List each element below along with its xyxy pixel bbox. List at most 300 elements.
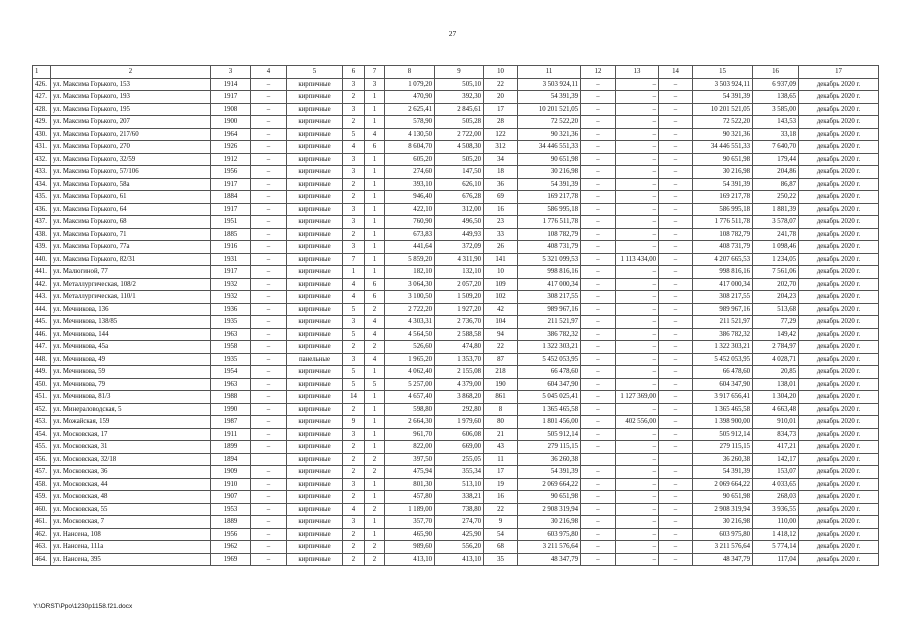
- table-cell: 6 937,09: [753, 78, 799, 91]
- table-cell: 1956: [211, 166, 251, 179]
- table-cell: декабрь 2020 г.: [799, 191, 879, 204]
- table-cell: –: [659, 278, 693, 291]
- table-cell: 2 069 664,22: [693, 478, 753, 491]
- table-cell: 9: [484, 516, 518, 529]
- table-cell: 28: [484, 116, 518, 129]
- table-cell: ул. Мечникова, 138/85: [51, 316, 211, 329]
- table-cell: 1 979,60: [435, 416, 484, 429]
- table-cell: декабрь 2020 г.: [799, 128, 879, 141]
- table-cell: –: [616, 116, 659, 129]
- column-number-cell: 4: [251, 66, 287, 79]
- table-cell: –: [659, 416, 693, 429]
- table-row: [33, 553, 879, 566]
- table-cell: декабрь 2020 г.: [799, 328, 879, 341]
- table-cell: 4: [365, 328, 385, 341]
- table-cell: 3 936,55: [753, 503, 799, 516]
- table-cell: 1 418,12: [753, 528, 799, 541]
- table-cell: 66 478,60: [693, 366, 753, 379]
- table-cell: –: [659, 266, 693, 279]
- table-cell: –: [251, 503, 287, 516]
- table-cell: ул. Малюгиной, 77: [51, 266, 211, 279]
- table-cell: 605,20: [385, 153, 435, 166]
- table-cell: декабрь 2020 г.: [799, 91, 879, 104]
- table-cell: 3: [343, 353, 365, 366]
- table-cell: 447.: [33, 341, 51, 354]
- table-cell: 586 995,18: [518, 203, 581, 216]
- table-cell: –: [616, 341, 659, 354]
- table-cell: –: [581, 178, 616, 191]
- table-cell: 90 321,36: [518, 128, 581, 141]
- table-cell: 4: [343, 141, 365, 154]
- table-cell: 1: [365, 441, 385, 454]
- table-cell: 456.: [33, 453, 51, 466]
- table-cell: 16: [484, 203, 518, 216]
- table-cell: ул. Максима Горького, 64: [51, 203, 211, 216]
- table-cell: 526,60: [385, 341, 435, 354]
- table-cell: ул. Максима Горького, 71: [51, 228, 211, 241]
- table-cell: 1: [365, 391, 385, 404]
- table-row: [33, 328, 879, 341]
- table-cell: 1894: [211, 453, 251, 466]
- table-cell: 1: [365, 241, 385, 254]
- table-cell: 143,53: [753, 116, 799, 129]
- table-cell: 586 995,18: [693, 203, 753, 216]
- table-cell: –: [616, 516, 659, 529]
- table-row: [33, 153, 879, 166]
- table-cell: 578,90: [385, 116, 435, 129]
- table-cell: 5 452 053,95: [693, 353, 753, 366]
- table-cell: 17: [484, 466, 518, 479]
- table-cell: 90 651,98: [518, 153, 581, 166]
- table-cell: 3: [343, 166, 365, 179]
- table-cell: 4 379,00: [435, 378, 484, 391]
- table-cell: 5: [343, 128, 365, 141]
- table-cell: 108 782,79: [693, 228, 753, 241]
- table-cell: 5 774,14: [753, 541, 799, 554]
- table-cell: –: [616, 403, 659, 416]
- table-cell: ул. Максима Горького, 32/59: [51, 153, 211, 166]
- table-cell: –: [251, 466, 287, 479]
- table-cell: 989 967,16: [518, 303, 581, 316]
- table-cell: декабрь 2020 г.: [799, 553, 879, 566]
- table-cell: 2: [343, 91, 365, 104]
- table-cell: 7 640,70: [753, 141, 799, 154]
- table-cell: 5 257,00: [385, 378, 435, 391]
- table-cell: 386 782,32: [518, 328, 581, 341]
- table-cell: ул. Максима Горького, 68: [51, 216, 211, 229]
- table-cell: кирпичные: [287, 166, 343, 179]
- table-cell: 7: [343, 253, 365, 266]
- table-cell: 1885: [211, 228, 251, 241]
- table-cell: 1954: [211, 366, 251, 379]
- table-row: [33, 491, 879, 504]
- table-cell: декабрь 2020 г.: [799, 353, 879, 366]
- table-row: [33, 416, 879, 429]
- table-cell: 436.: [33, 203, 51, 216]
- table-cell: 3 917 656,41: [693, 391, 753, 404]
- table-cell: декабрь 2020 г.: [799, 278, 879, 291]
- table-cell: 604 347,90: [518, 378, 581, 391]
- table-cell: 77,29: [753, 316, 799, 329]
- column-number-cell: 12: [581, 66, 616, 79]
- table-cell: декабрь 2020 г.: [799, 153, 879, 166]
- table-cell: 445.: [33, 316, 51, 329]
- table-cell: –: [251, 291, 287, 304]
- table-cell: 104: [484, 316, 518, 329]
- table-cell: 433.: [33, 166, 51, 179]
- register-table: [32, 65, 879, 566]
- table-cell: 218: [484, 366, 518, 379]
- table-cell: 2: [365, 303, 385, 316]
- table-cell: 5 452 053,95: [518, 353, 581, 366]
- table-row: [33, 528, 879, 541]
- table-cell: 1: [365, 403, 385, 416]
- table-cell: 998 816,16: [693, 266, 753, 279]
- table-cell: –: [659, 116, 693, 129]
- table-cell: 72 522,20: [693, 116, 753, 129]
- table-cell: 946,40: [385, 191, 435, 204]
- table-cell: 90 321,36: [693, 128, 753, 141]
- table-cell: 738,80: [435, 503, 484, 516]
- table-cell: 1: [365, 478, 385, 491]
- table-cell: кирпичные: [287, 403, 343, 416]
- table-cell: 1: [365, 91, 385, 104]
- table-cell: 3 503 924,11: [518, 78, 581, 91]
- table-cell: 1 098,46: [753, 241, 799, 254]
- table-cell: 33,18: [753, 128, 799, 141]
- table-row: [33, 516, 879, 529]
- table-cell: 182,10: [385, 266, 435, 279]
- table-cell: –: [616, 228, 659, 241]
- table-cell: 513,10: [435, 478, 484, 491]
- table-cell: кирпичные: [287, 178, 343, 191]
- table-cell: 3 503 924,11: [693, 78, 753, 91]
- table-cell: –: [581, 116, 616, 129]
- table-cell: 30 216,98: [518, 516, 581, 529]
- table-cell: –: [659, 491, 693, 504]
- table-cell: 3: [343, 153, 365, 166]
- table-cell: 440.: [33, 253, 51, 266]
- table-cell: декабрь 2020 г.: [799, 378, 879, 391]
- table-cell: 1916: [211, 241, 251, 254]
- table-cell: –: [581, 103, 616, 116]
- table-cell: 90 651,98: [693, 491, 753, 504]
- table-cell: 117,04: [753, 553, 799, 566]
- table-cell: кирпичные: [287, 191, 343, 204]
- table-cell: 2 664,30: [385, 416, 435, 429]
- table-cell: 998 816,16: [518, 266, 581, 279]
- table-cell: 10 201 521,05: [693, 103, 753, 116]
- table-cell: 1: [365, 266, 385, 279]
- table-cell: 1 079,20: [385, 78, 435, 91]
- table-cell: 308 217,55: [518, 291, 581, 304]
- table-cell: 1: [365, 191, 385, 204]
- table-cell: 102: [484, 291, 518, 304]
- table-cell: декабрь 2020 г.: [799, 466, 879, 479]
- table-cell: –: [581, 491, 616, 504]
- table-cell: 2: [343, 228, 365, 241]
- table-cell: 1: [365, 491, 385, 504]
- table-cell: 109: [484, 278, 518, 291]
- table-cell: 386 782,32: [693, 328, 753, 341]
- table-cell: кирпичные: [287, 278, 343, 291]
- table-cell: –: [659, 78, 693, 91]
- table-cell: ул. Металлургическая, 108/2: [51, 278, 211, 291]
- table-cell: 1908: [211, 103, 251, 116]
- table-cell: 8: [484, 403, 518, 416]
- column-number-cell: 2: [51, 66, 211, 79]
- table-cell: 3: [343, 103, 365, 116]
- table-cell: –: [251, 378, 287, 391]
- table-cell: 5: [343, 366, 365, 379]
- table-cell: 211 521,97: [518, 316, 581, 329]
- table-cell: 6: [365, 291, 385, 304]
- table-cell: 1 509,20: [435, 291, 484, 304]
- table-cell: 1: [365, 516, 385, 529]
- table-cell: 5: [365, 378, 385, 391]
- table-cell: 54 391,39: [518, 91, 581, 104]
- table-cell: 3 211 576,64: [518, 541, 581, 554]
- table-cell: –: [581, 503, 616, 516]
- table-cell: 626,10: [435, 178, 484, 191]
- table-cell: 268,03: [753, 491, 799, 504]
- table-cell: 3: [343, 478, 365, 491]
- table-cell: декабрь 2020 г.: [799, 103, 879, 116]
- table-cell: 34: [484, 153, 518, 166]
- table-cell: 3: [343, 428, 365, 441]
- table-row: [33, 116, 879, 129]
- table-cell: декабрь 2020 г.: [799, 491, 879, 504]
- table-cell: –: [659, 378, 693, 391]
- table-cell: 438.: [33, 228, 51, 241]
- table-cell: 2 908 319,94: [693, 503, 753, 516]
- table-cell: 470,90: [385, 91, 435, 104]
- table-cell: 3: [343, 316, 365, 329]
- table-cell: 30 216,98: [518, 166, 581, 179]
- table-cell: 4 657,40: [385, 391, 435, 404]
- table-cell: –: [251, 103, 287, 116]
- table-cell: 274,60: [385, 166, 435, 179]
- table-cell: –: [581, 328, 616, 341]
- table-cell: –: [581, 353, 616, 366]
- table-cell: декабрь 2020 г.: [799, 453, 879, 466]
- table-cell: –: [659, 553, 693, 566]
- table-row: [33, 203, 879, 216]
- table-cell: 20: [484, 91, 518, 104]
- table-cell: 1917: [211, 91, 251, 104]
- column-number-cell: 14: [659, 66, 693, 79]
- table-cell: декабрь 2020 г.: [799, 228, 879, 241]
- table-cell: 1912: [211, 153, 251, 166]
- table-cell: 80: [484, 416, 518, 429]
- table-cell: 241,78: [753, 228, 799, 241]
- table-cell: –: [659, 391, 693, 404]
- table-cell: 1935: [211, 353, 251, 366]
- table-cell: 1 304,20: [753, 391, 799, 404]
- table-cell: 4: [365, 353, 385, 366]
- table-cell: –: [616, 491, 659, 504]
- table-cell: кирпичные: [287, 491, 343, 504]
- table-cell: –: [659, 516, 693, 529]
- table-cell: 4 130,50: [385, 128, 435, 141]
- table-cell: –: [251, 553, 287, 566]
- table-cell: –: [581, 316, 616, 329]
- table-cell: –: [659, 253, 693, 266]
- table-cell: –: [659, 316, 693, 329]
- table-cell: –: [581, 416, 616, 429]
- table-cell: 910,01: [753, 416, 799, 429]
- table-cell: 1: [365, 416, 385, 429]
- file-path-footer: Y:\ORST\Ppo\1230p1158.f21.docx: [33, 603, 133, 610]
- table-cell: 26: [484, 241, 518, 254]
- table-cell: 1951: [211, 216, 251, 229]
- table-cell: –: [251, 341, 287, 354]
- table-row: [33, 91, 879, 104]
- table-cell: 4 564,50: [385, 328, 435, 341]
- table-cell: –: [251, 166, 287, 179]
- table-cell: ул. Московская, 36: [51, 466, 211, 479]
- table-cell: 72 522,20: [518, 116, 581, 129]
- table-cell: –: [659, 141, 693, 154]
- table-cell: 1932: [211, 291, 251, 304]
- table-row: [33, 166, 879, 179]
- table-cell: кирпичные: [287, 366, 343, 379]
- table-cell: ул. Мечникова, 144: [51, 328, 211, 341]
- table-cell: 3 868,20: [435, 391, 484, 404]
- table-cell: –: [581, 466, 616, 479]
- column-number-cell: 5: [287, 66, 343, 79]
- table-cell: –: [616, 378, 659, 391]
- table-cell: кирпичные: [287, 128, 343, 141]
- table-cell: кирпичные: [287, 391, 343, 404]
- table-cell: –: [581, 128, 616, 141]
- table-cell: 496,50: [435, 216, 484, 229]
- table-cell: 1884: [211, 191, 251, 204]
- table-cell: –: [659, 403, 693, 416]
- table-cell: –: [251, 478, 287, 491]
- table-cell: –: [251, 303, 287, 316]
- table-cell: 449,93: [435, 228, 484, 241]
- table-cell: –: [616, 428, 659, 441]
- table-cell: ул. Московская, 17: [51, 428, 211, 441]
- table-cell: кирпичные: [287, 253, 343, 266]
- table-cell: 402 556,00: [616, 416, 659, 429]
- table-cell: 4 311,90: [435, 253, 484, 266]
- column-number-cell: 16: [753, 66, 799, 79]
- table-cell: ул. Максима Горького, 153: [51, 78, 211, 91]
- table-cell: 455.: [33, 441, 51, 454]
- table-row: [33, 316, 879, 329]
- table-cell: 54 391,39: [518, 178, 581, 191]
- table-cell: 147,50: [435, 166, 484, 179]
- table-cell: –: [581, 241, 616, 254]
- table-cell: –: [581, 553, 616, 566]
- table-cell: –: [251, 191, 287, 204]
- table-cell: –: [616, 478, 659, 491]
- table-cell: –: [616, 178, 659, 191]
- table-cell: –: [251, 78, 287, 91]
- table-cell: 442.: [33, 278, 51, 291]
- column-number-cell: 15: [693, 66, 753, 79]
- table-cell: [581, 453, 616, 466]
- table-cell: 30 216,98: [693, 516, 753, 529]
- table-cell: 14: [343, 391, 365, 404]
- table-cell: –: [659, 103, 693, 116]
- table-cell: 43: [484, 441, 518, 454]
- table-cell: 30 216,98: [693, 166, 753, 179]
- table-cell: 90 651,98: [518, 491, 581, 504]
- table-cell: –: [616, 328, 659, 341]
- table-cell: 2: [365, 453, 385, 466]
- table-cell: кирпичные: [287, 453, 343, 466]
- table-cell: –: [659, 153, 693, 166]
- table-cell: 48 347,79: [518, 553, 581, 566]
- table-cell: 2 908 319,94: [518, 503, 581, 516]
- table-row: [33, 216, 879, 229]
- column-number-cell: 13: [616, 66, 659, 79]
- table-cell: 2 845,61: [435, 103, 484, 116]
- table-cell: –: [251, 391, 287, 404]
- table-cell: кирпичные: [287, 241, 343, 254]
- table-cell: –: [616, 503, 659, 516]
- table-cell: 250,22: [753, 191, 799, 204]
- table-cell: ул. Максима Горького, 207: [51, 116, 211, 129]
- table-row: [33, 353, 879, 366]
- table-cell: 2: [343, 403, 365, 416]
- table-cell: –: [616, 153, 659, 166]
- table-cell: 132,10: [435, 266, 484, 279]
- table-cell: 3 064,30: [385, 278, 435, 291]
- table-cell: 22: [484, 341, 518, 354]
- table-cell: 2: [343, 191, 365, 204]
- table-cell: –: [616, 303, 659, 316]
- table-cell: –: [251, 141, 287, 154]
- table-row: [33, 403, 879, 416]
- table-cell: ул. Металлургическая, 110/1: [51, 291, 211, 304]
- table-cell: 4 663,48: [753, 403, 799, 416]
- table-cell: 279 115,15: [518, 441, 581, 454]
- table-cell: 2: [343, 116, 365, 129]
- table-cell: 458.: [33, 478, 51, 491]
- table-cell: 34 446 551,33: [518, 141, 581, 154]
- table-cell: декабрь 2020 г.: [799, 416, 879, 429]
- table-cell: –: [616, 203, 659, 216]
- table-cell: 513,68: [753, 303, 799, 316]
- table-cell: ул. Московская, 32/18: [51, 453, 211, 466]
- table-cell: 457.: [33, 466, 51, 479]
- table-cell: 450.: [33, 378, 51, 391]
- table-cell: 6: [365, 278, 385, 291]
- table-cell: 9: [343, 416, 365, 429]
- table-cell: панельные: [287, 353, 343, 366]
- table-cell: 392,30: [435, 91, 484, 104]
- table-cell: ул. Московская, 44: [51, 478, 211, 491]
- table-cell: 1 234,05: [753, 253, 799, 266]
- table-cell: 312: [484, 141, 518, 154]
- table-cell: 428.: [33, 103, 51, 116]
- table-cell: 408 731,79: [518, 241, 581, 254]
- table-cell: –: [251, 153, 287, 166]
- table-cell: 393,10: [385, 178, 435, 191]
- table-cell: 54 391,39: [518, 466, 581, 479]
- table-cell: 3 585,00: [753, 103, 799, 116]
- table-cell: 603 975,80: [518, 528, 581, 541]
- table-row: [33, 103, 879, 116]
- table-cell: 801,30: [385, 478, 435, 491]
- table-cell: 425,90: [435, 528, 484, 541]
- table-cell: –: [659, 91, 693, 104]
- table-cell: 822,00: [385, 441, 435, 454]
